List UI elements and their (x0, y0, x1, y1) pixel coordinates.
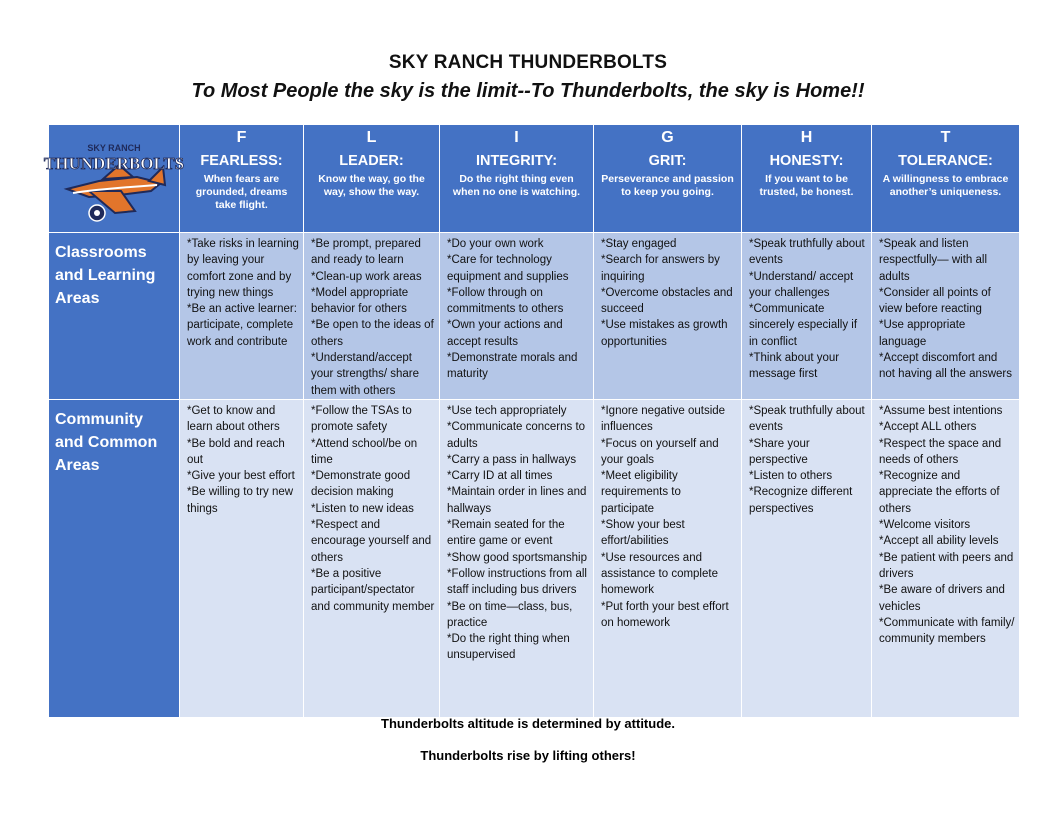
cell-community-honesty (742, 399, 872, 717)
list-item: *Speak and listen respectfully— with all adults (879, 238, 988, 283)
column-header-leader (304, 125, 440, 233)
footer-line-1: Thunderbolts altitude is determined by attitude. (381, 716, 675, 731)
column-header-integrity (440, 125, 594, 233)
list-item: *Follow the TSAs to promote safety (311, 404, 412, 434)
list-item: *Carry ID at all times (447, 470, 553, 483)
column-word: HONESTY: (769, 153, 844, 169)
list-item: *Give your best effort (187, 470, 295, 483)
list-item: *Speak truthfully about events (749, 238, 865, 267)
list-item: *Listen to new ideas (311, 502, 414, 515)
list-item: *Be patient with peers and drivers (879, 551, 1014, 580)
page-title: SKY RANCH THUNDERBOLTS (388, 52, 668, 73)
list-item: *Attend school/be on time (311, 437, 418, 466)
column-word: GRIT: (648, 153, 687, 169)
list-item: *Overcome obstacles and succeed (601, 286, 733, 316)
cell-classrooms-fearless (180, 233, 304, 400)
row-label-classrooms: Classrooms and Learning Areas (49, 233, 180, 400)
column-letter: L (366, 129, 377, 146)
column-description: Do the right thing even when no one is watching. (452, 173, 581, 198)
list-item: *Be on time—class, bus, practice (447, 600, 573, 629)
list-item: *Be aware of drivers and vehicles (879, 584, 1005, 613)
row-label-community: Community and Common Areas (49, 399, 180, 717)
list-item: *Recognize and appreciate the efforts of others (879, 470, 1000, 515)
list-item: *Put forth your best effort on homework (601, 600, 729, 629)
header-row (49, 125, 1020, 233)
footer-line-2: Thunderbolts rise by lifting others! (420, 748, 636, 763)
column-word: FEARLESS: (200, 153, 283, 169)
cell-community-integrity (440, 399, 594, 717)
list-item: *Do your own work (447, 238, 544, 250)
list-item: *Ignore negative outside influences (601, 404, 726, 434)
column-description: A willingness to embrace another’s uniqueness. (882, 173, 1009, 198)
column-description: When fears are grounded, dreams take flight. (195, 173, 288, 211)
column-description: Perseverance and passion to keep you going. (601, 173, 734, 198)
list-item: *Be a positive participant/spectator and community member (311, 567, 435, 613)
list-item: *Use resources and assistance to complete homework (601, 551, 718, 597)
list-item: *Respect and encourage yourself and others (311, 519, 432, 564)
logo-text-main: THUNDERBOLTS (43, 154, 185, 173)
list-item: *Communicate concerns to adults (447, 421, 586, 450)
cell-community-grit (594, 399, 742, 717)
cell-community-tolerance (872, 399, 1020, 717)
list-item: *Demonstrate morals and maturity (447, 352, 578, 381)
column-header-grit (594, 125, 742, 233)
column-description: If you want to be trusted, be honest. (759, 173, 854, 198)
list-item: *Listen to others (749, 470, 833, 483)
list-item: *Communicate sincerely especially if in conflict (749, 303, 858, 348)
column-word: INTEGRITY: (475, 153, 558, 169)
list-item: *Communicate with family/ community members (879, 616, 1015, 646)
list-item: *Recognize different perspectives (749, 486, 853, 515)
cell-community-leader (304, 399, 440, 717)
cell-classrooms-integrity (440, 233, 594, 400)
list-item: *Share your perspective (749, 437, 810, 466)
thunderbolts-logo-icon (43, 131, 185, 223)
column-word: TOLERANCE: (898, 153, 993, 169)
column-word: LEADER: (339, 153, 404, 169)
column-letter: F (236, 129, 247, 146)
column-description: Know the way, go the way, show the way. (318, 173, 425, 198)
list-item: *Demonstrate good decision making (311, 470, 411, 499)
list-item: *Follow through on commitments to others (447, 286, 564, 316)
column-header-fearless (180, 125, 304, 233)
list-item: *Use tech appropriately (447, 404, 567, 417)
column-letter: T (940, 129, 951, 146)
list-item: *Use mistakes as growth opportunities (601, 319, 728, 348)
list-item: *Stay engaged (601, 238, 677, 250)
list-item: *Accept ALL others (879, 421, 977, 434)
table-row-community (49, 399, 1020, 717)
list-item: *Own your actions and accept results (447, 319, 563, 348)
list-item: *Focus on yourself and your goals (601, 437, 719, 466)
cell-classrooms-grit (594, 233, 742, 400)
list-item: *Do the right thing when unsupervised (447, 633, 570, 662)
list-item: *Assume best intentions (879, 404, 1003, 417)
list-item: *Accept discomfort and not having all the answers (879, 352, 1012, 381)
column-letter: G (661, 129, 674, 146)
column-header-honesty (742, 125, 872, 233)
cell-classrooms-leader (304, 233, 440, 400)
list-item: *Understand/accept your strengths/ share them with others (311, 352, 420, 397)
page-subtitle: To Most People the sky is the limit--To Thunderbolts, the sky is Home!! (191, 80, 865, 102)
values-matrix-table (43, 124, 1020, 718)
logo-cell (43, 125, 185, 233)
list-item: *Speak truthfully about events (749, 404, 865, 434)
list-item: *Understand/ accept your challenges (749, 270, 854, 299)
list-item: *Get to know and learn about others (187, 404, 280, 434)
cell-classrooms-tolerance (872, 233, 1020, 400)
list-item: *Show good sportsmanship (447, 551, 587, 564)
list-item: *Remain seated for the entire game or event (447, 519, 565, 548)
list-item: *Be willing to try new things (187, 486, 294, 515)
list-item: *Clean-up work areas (311, 270, 422, 283)
list-item: *Accept all ability levels (879, 535, 999, 548)
cell-community-fearless (180, 399, 304, 717)
list-item: *Carry a pass in hallways (447, 453, 577, 466)
list-item: *Model appropriate behavior for others (311, 286, 409, 316)
list-item: *Welcome visitors (879, 519, 971, 532)
list-item: *Be bold and reach out (187, 437, 285, 466)
table-row-classrooms (49, 233, 1020, 400)
list-item: *Meet eligibility requirements to participate (601, 470, 681, 515)
list-item: *Maintain order in lines and hallways (447, 486, 587, 515)
list-item: *Care for technology equipment and supplies (447, 254, 569, 283)
list-item: *Consider all points of view before reacting (879, 286, 991, 316)
list-item: *Take risks in learning by leaving your comfort zone and by trying new things (187, 238, 299, 299)
list-item: *Follow instructions from all staff including bus drivers (447, 567, 587, 597)
list-item: *Use appropriate language (879, 319, 966, 348)
list-item: *Respect the space and needs of others (879, 437, 1002, 466)
column-letter: H (800, 129, 813, 146)
list-item: *Be prompt, prepared and ready to learn (311, 238, 421, 267)
column-header-tolerance (872, 125, 1020, 233)
cell-classrooms-honesty (742, 233, 872, 400)
list-item: *Be an active learner: participate, complete work and contribute (187, 303, 297, 348)
list-item: *Search for answers by inquiring (601, 254, 720, 283)
column-letter: I (514, 129, 519, 146)
list-item: *Show your best effort/abilities (601, 519, 685, 548)
list-item: *Be open to the ideas of others (311, 319, 434, 348)
logo-text-top: SKY RANCH (87, 143, 141, 153)
list-item: *Think about your message first (749, 352, 840, 381)
